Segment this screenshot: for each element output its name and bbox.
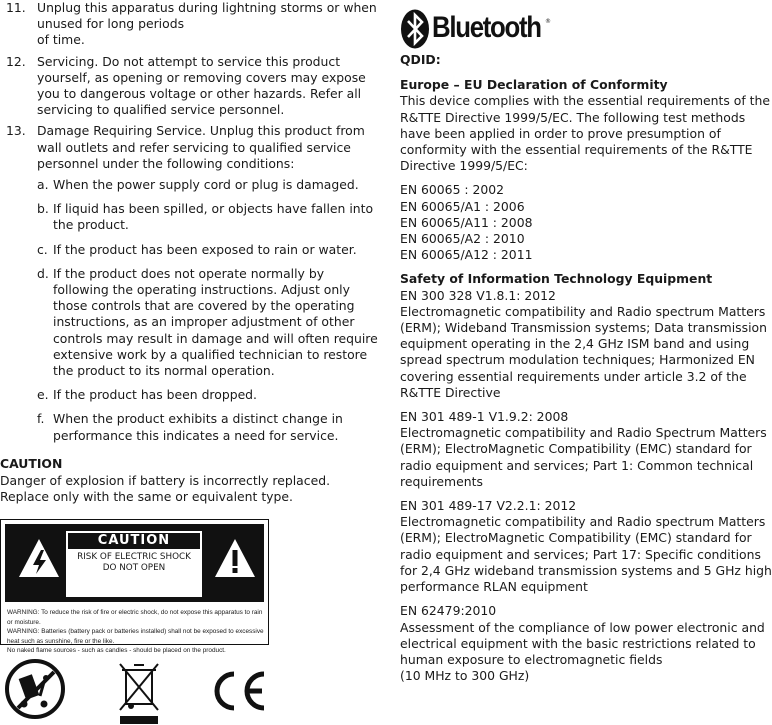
warning-label-header: [5, 524, 264, 602]
lightning-triangle-icon: [17, 536, 61, 580]
condition-letter: d.: [37, 265, 49, 281]
standard-item: EN 60065/A12 : 2011: [400, 247, 533, 263]
condition-text: If the product has been exposed to rain or water.: [53, 241, 357, 257]
ce-mark-icon: [208, 668, 270, 714]
condition-f: [0, 411, 382, 443]
item-number: 11.: [6, 0, 26, 15]
caution-text: Danger of explosion if battery is incorrectly replaced. Replace only with the same or equivalent type.: [0, 473, 331, 505]
condition-letter: e.: [37, 387, 49, 403]
standard-description: Electromagnetic compatibility and Radio Spectrum Matters (ERM); ElectroMagnetic Compatibility (EMC) standard for radio equipment and services; Part 1: Common technical requirements: [400, 425, 767, 489]
warning-text-block: [7, 608, 265, 656]
condition-b: [0, 201, 382, 233]
item-text: Servicing. Do not attempt to service this product yourself, as opening or removing covers may expose you to dangerous voltage or other hazards. Refer all servicing to qualified service personnel.: [37, 53, 366, 118]
standard-block-1: [400, 288, 772, 401]
condition-e: [0, 387, 382, 403]
standard-description: Assessment of the compliance of low power electronic and electrical equipment with the basic restrictions related to human exposure to electromagnetic fields: [400, 619, 765, 667]
bluetooth-rune-icon: [400, 9, 430, 49]
exclamation-triangle-icon: [213, 536, 257, 580]
caution-panel-line2: DO NOT OPEN: [102, 563, 166, 573]
condition-letter: b.: [37, 201, 49, 217]
left-column: [0, 0, 382, 505]
bluetooth-logo: [400, 9, 772, 51]
warning-line-3: No naked flame sources - such as candles - should be placed on the product.: [7, 647, 226, 655]
standard-code: EN 300 328 V1.8.1: 2012: [400, 287, 556, 303]
warning-label: [0, 519, 269, 655]
standard-description: Electromagnetic compatibility and Radio spectrum Matters (ERM); ElectroMagnetic Compatibility (EMC) standard for radio equipment and services; Part 17: Specific conditions for 2,4 GHz wideband transmission systems and 5 GHz high performance RLAN equipment: [400, 514, 772, 595]
standard-item: EN 60065/A2 : 2010: [400, 231, 525, 247]
item-number: 12.: [6, 53, 26, 69]
condition-text: When the power supply cord or plug is damaged.: [53, 177, 359, 193]
standard-block-2: [400, 409, 772, 490]
list-item-13: [0, 123, 382, 172]
standards-list: [400, 182, 772, 263]
condition-text: If liquid has been spilled, or objects have fallen into the product.: [53, 201, 374, 233]
standard-item: EN 60065/A11 : 2008: [400, 214, 533, 230]
condition-letter: a.: [37, 177, 49, 193]
caution-panel-title: CAUTION: [68, 533, 200, 549]
safety-heading: Safety of Information Technology Equipment: [400, 271, 713, 287]
condition-letter: c.: [37, 241, 48, 257]
eu-declaration-heading: Europe – EU Declaration of Conformity: [400, 77, 668, 93]
list-item-11: [0, 0, 382, 49]
item-text-continued: of time.: [37, 32, 85, 48]
condition-letter: f.: [37, 411, 45, 427]
item-number: 13.: [6, 123, 26, 139]
condition-c: [0, 242, 382, 258]
warning-line-1: WARNING: To reduce the risk of fire or electric shock, do not expose this apparatus to rain or moisture.: [7, 609, 263, 626]
conditions-list: [0, 177, 382, 444]
caution-panel: [65, 530, 203, 598]
standard-block-4: [400, 603, 772, 684]
standard-code: EN 62479:2010: [400, 603, 497, 619]
standard-description: Electromagnetic compatibility and Radio spectrum Matters (ERM); Wideband Transmission systems; Data transmission equipment operating in the 2,4 GHz ISM band and using spread spectrum modulation techniques; Harmonized EN covering essential requirements under article 3.2 of the R&TTE Directive: [400, 303, 767, 400]
weee-bin-icon: [116, 660, 162, 724]
condition-text: If the product has been dropped.: [53, 387, 257, 403]
caution-heading: CAUTION: [0, 455, 63, 471]
bluetooth-wordmark: Bluetooth: [432, 11, 541, 44]
tip-over-cart-icon: [4, 658, 66, 720]
standard-code: EN 301 489-17 V2.2.1: 2012: [400, 498, 577, 514]
eu-declaration-text: This device complies with the essential requirements of the R&TTE Directive 1999/5/EC. The following test methods have been applied in order to prove presumption of conformity with the essential requirements of the R&TTE Directive 1999/5/EC:: [400, 93, 770, 174]
condition-d: [0, 266, 382, 379]
registered-mark: ®: [545, 18, 551, 25]
condition-text: If the product does not operate normally by following the operating instructions. Adjust only those controls that are covered by the operating instructions, as an improper adjustment of other controls may result in damage and will often require extensive work by a qualified technician to restore the product to its normal operation.: [53, 265, 378, 379]
compliance-icons: [0, 652, 382, 725]
caution-panel-line1: RISK OF ELECTRIC SHOCK: [77, 552, 191, 562]
list-item-12: [0, 54, 382, 119]
warning-line-2: WARNING: Batteries (battery pack or batteries installed) shall not be exposed to excessive heat such as sunshine, fire or the like.: [7, 628, 264, 645]
standard-block-3: [400, 498, 772, 595]
standard-code: EN 301 489-1 V1.9.2: 2008: [400, 409, 569, 425]
standard-item: EN 60065 : 2002: [400, 182, 505, 198]
condition-text: When the product exhibits a distinct change in performance this indicates a need for service.: [53, 411, 343, 443]
condition-a: [0, 177, 382, 193]
standard-item: EN 60065/A1 : 2006: [400, 198, 525, 214]
item-text: Damage Requiring Service. Unplug this product from wall outlets and refer servicing to qualified service personnel under the following conditions:: [37, 123, 365, 171]
qdid-label: QDID:: [400, 52, 441, 67]
item-text: Unplug this apparatus during lightning storms or when unused for long periods: [37, 0, 377, 32]
right-column: [400, 0, 772, 684]
frequency-range: (10 MHz to 300 GHz): [400, 668, 530, 684]
